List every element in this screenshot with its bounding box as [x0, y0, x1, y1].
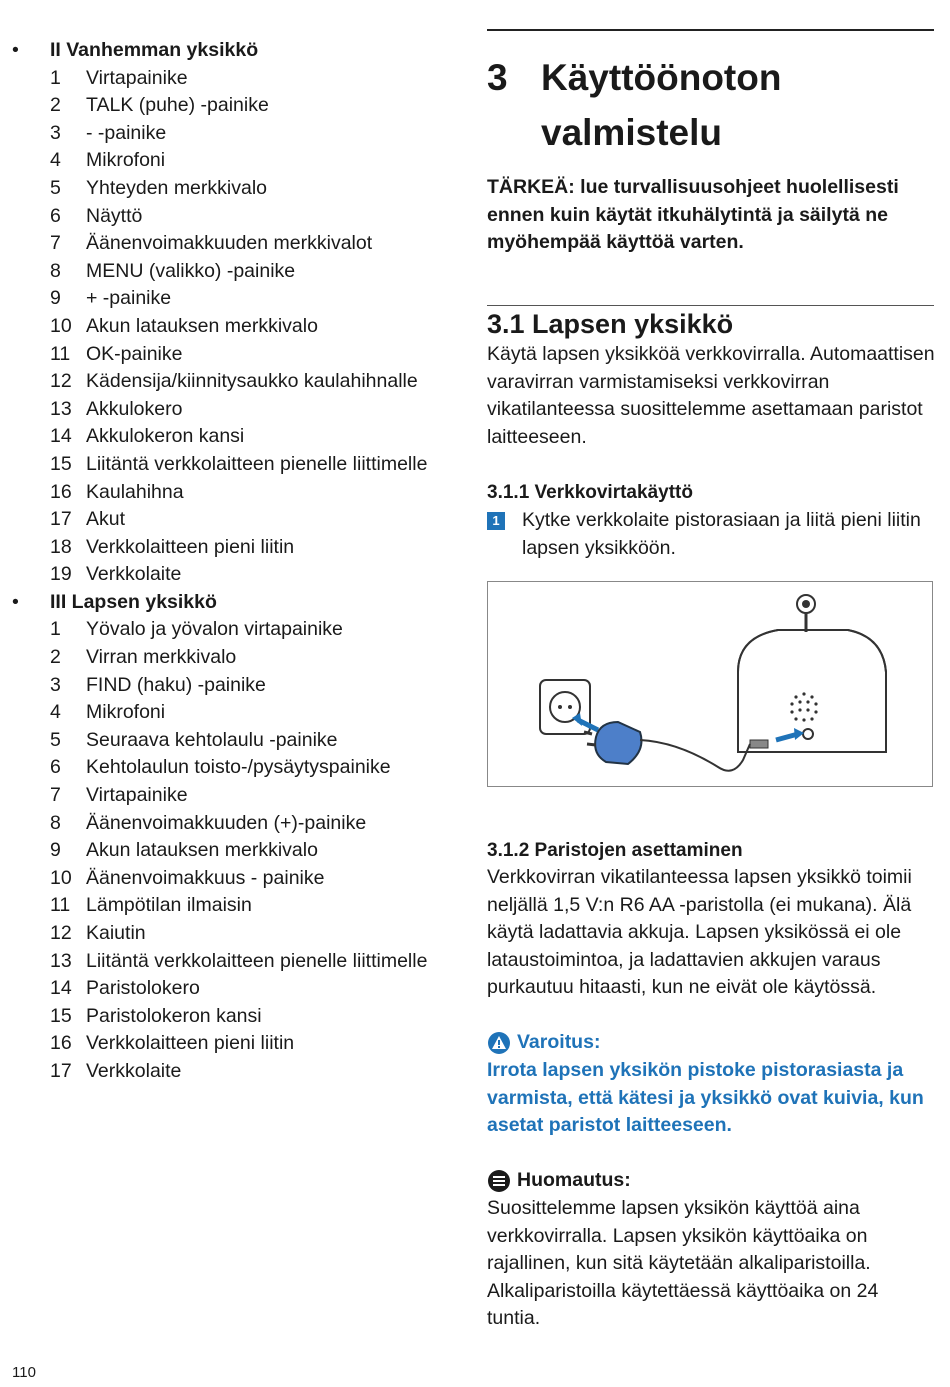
item-number: 1 — [50, 66, 61, 89]
list-item — [12, 396, 462, 424]
important-notice: TÄRKEÄ: lue turvallisuusohjeet huolellisesti ennen kuin käytät itkuhälytintä ja säilytä ne myöhempää käyttöä varten. — [487, 176, 899, 254]
item-label: Akun latauksen merkkivalo — [86, 839, 318, 862]
item-number: 10 — [50, 314, 72, 337]
list-item — [12, 837, 462, 865]
note-title: Huomautus: — [517, 1169, 631, 1191]
item-label: Verkkolaitteen pieni liitin — [86, 1032, 295, 1055]
item-number: 5 — [50, 176, 61, 199]
list-item — [12, 975, 462, 1003]
item-label: - -painike — [86, 121, 167, 144]
list-item — [12, 948, 462, 976]
warning-icon — [487, 1031, 511, 1055]
section-title: II Vanhemman yksikkö — [50, 39, 259, 61]
section-3-1-1-heading: 3.1.1 Verkkovirtakäyttö — [487, 482, 693, 503]
item-label: Mikrofoni — [86, 149, 166, 172]
item-number: 11 — [50, 894, 71, 917]
item-number: 4 — [50, 701, 61, 724]
item-number: 4 — [50, 149, 61, 172]
list-item — [12, 423, 462, 451]
item-number: 9 — [50, 839, 61, 862]
list-item — [12, 644, 462, 672]
item-label: + -painike — [86, 287, 172, 310]
item-number: 6 — [50, 204, 61, 227]
item-number: 17 — [50, 1059, 72, 1082]
list-item — [12, 92, 462, 120]
item-number: 15 — [50, 1004, 72, 1027]
list-item — [12, 699, 462, 727]
page-number: 110 — [12, 1364, 36, 1381]
list-item — [12, 1003, 462, 1031]
item-label: Äänenvoimakkuus - painike — [86, 866, 325, 889]
item-label: Virtapainike — [86, 66, 188, 89]
list-item — [12, 534, 462, 562]
list-item — [12, 203, 462, 231]
list-item — [12, 230, 462, 258]
list-item — [12, 672, 462, 700]
section-parent-unit — [12, 37, 462, 65]
item-label: Lämpötilan ilmaisin — [86, 894, 252, 917]
item-label: FIND (haku) -painike — [86, 673, 266, 696]
section-baby-unit — [12, 589, 462, 617]
list-item — [12, 120, 462, 148]
item-number: 18 — [50, 535, 72, 558]
item-label: Paristolokeron kansi — [86, 1004, 262, 1027]
baby-unit-items — [12, 616, 462, 1085]
item-number: 13 — [50, 949, 72, 972]
section-title: III Lapsen yksikkö — [50, 590, 217, 613]
item-number: 3 — [50, 673, 61, 696]
item-label: Seuraava kehtolaulu -painike — [86, 728, 338, 751]
list-item — [12, 258, 462, 286]
bullet: • — [12, 39, 19, 61]
item-label: OK-painike — [86, 342, 183, 365]
item-label: Yhteyden merkkivalo — [86, 176, 268, 199]
list-item — [12, 506, 462, 534]
list-item — [12, 920, 462, 948]
list-item — [12, 147, 462, 175]
item-label: Mikrofoni — [86, 701, 166, 724]
step-text: Kytke verkkolaite pistorasiaan ja liitä pieni liitin lapsen yksikköön. — [522, 509, 921, 559]
item-number: 16 — [50, 1032, 72, 1055]
list-item — [12, 1030, 462, 1058]
list-item — [12, 561, 462, 589]
list-item — [12, 451, 462, 479]
item-number: 8 — [50, 811, 61, 834]
item-number: 3 — [50, 121, 61, 144]
section-3-1-2-text: Verkkovirran vikatilanteessa lapsen yksikkö toimii neljällä 1,5 V:n R6 AA -paristolla (ei mukana). Älä käytä ladattavia akkuja. Lapsen yksikössä ei ole lataustoimintoa, ja ladattavien akkujen varaus purkautuu hitaasti, kun ne eivät ole käytössä. — [487, 866, 912, 999]
adapter-illustration — [487, 581, 933, 787]
item-label: MENU (valikko) -painike — [86, 259, 296, 282]
item-number: 1 — [50, 618, 61, 641]
list-item — [12, 892, 462, 920]
item-number: 13 — [50, 397, 72, 420]
list-item — [12, 1058, 462, 1086]
item-number: 6 — [50, 756, 61, 779]
item-label: Akkulokero — [86, 397, 183, 420]
list-item — [12, 341, 462, 369]
item-label: Akun latauksen merkkivalo — [86, 314, 318, 337]
chapter-title-line2: valmistelu — [541, 112, 722, 153]
item-number: 19 — [50, 563, 72, 586]
item-label: Äänenvoimakkuuden (+)-painike — [86, 811, 367, 834]
item-number: 11 — [50, 342, 71, 365]
list-item — [12, 313, 462, 341]
item-label: Liitäntä verkkolaitteen pienelle liittimelle — [86, 452, 428, 475]
item-label: Kehtolaulun toisto-/pysäytyspainike — [86, 756, 391, 779]
warning-text: Irrota lapsen yksikön pistoke pistorasiasta ja varmista, että kätesi ja yksikkö ovat kuivia, kun asetat paristot laitteeseen. — [487, 1059, 924, 1137]
item-label: Virtapainike — [86, 784, 188, 807]
illustration-svg — [488, 582, 932, 786]
item-label: Akut — [86, 508, 126, 531]
warning-heading — [487, 1029, 600, 1057]
list-item — [12, 865, 462, 893]
list-item — [12, 285, 462, 313]
item-label: Paristolokero — [86, 977, 200, 1000]
component-list — [12, 37, 462, 1086]
section-3-1-text: Käytä lapsen yksikköä verkkovirralla. Automaattisen varavirran varmistamiseksi verkkovirran vikatilanteessa suosittelemme asettamaan paristot laitteeseen. — [487, 343, 935, 448]
item-label: Verkkolaite — [86, 563, 182, 586]
item-label: Kaiutin — [86, 922, 146, 944]
list-item — [12, 810, 462, 838]
parent-unit-items — [12, 65, 462, 589]
item-number: 5 — [50, 728, 61, 751]
item-number: 17 — [50, 508, 72, 531]
item-number: 10 — [50, 866, 72, 889]
item-number: 9 — [50, 287, 61, 310]
note-text: Suosittelemme lapsen yksikön käyttöä aina verkkovirralla. Lapsen yksikön käyttöaika on rajallinen, kun sitä käytetään alkaliparistoilla. Alkaliparistoilla käytettäessä käyttöaika on 24 tuntia. — [487, 1197, 879, 1330]
list-item — [12, 65, 462, 93]
list-item — [12, 479, 462, 507]
warning-title: Varoitus: — [517, 1031, 601, 1053]
item-label: Yövalo ja yövalon virtapainike — [86, 618, 343, 641]
item-number: 15 — [50, 452, 72, 475]
item-number: 7 — [50, 232, 61, 255]
item-label: Verkkolaite — [86, 1059, 182, 1082]
item-label: Äänenvoimakkuuden merkkivalot — [86, 232, 373, 255]
step-number-badge: 1 — [487, 512, 505, 530]
item-label: Verkkolaitteen pieni liitin — [86, 535, 295, 558]
chapter-heading — [487, 50, 934, 160]
item-number: 12 — [50, 922, 72, 944]
item-label: Akkulokeron kansi — [86, 425, 245, 448]
item-number: 8 — [50, 259, 61, 282]
item-label: Virran merkkivalo — [86, 646, 237, 669]
list-item — [12, 754, 462, 782]
item-number: 12 — [50, 370, 72, 393]
chapter-number: 3 — [487, 57, 508, 98]
item-label: Kädensija/kiinnitysaukko kaulahihnalle — [86, 370, 418, 393]
item-number: 14 — [50, 977, 72, 1000]
item-number: 14 — [50, 425, 72, 448]
bullet: • — [12, 590, 19, 613]
note-icon — [487, 1169, 511, 1193]
item-label: Kaulahihna — [86, 480, 184, 503]
list-item — [12, 175, 462, 203]
item-label: TALK (puhe) -painike — [86, 94, 269, 117]
section-3-1-2-heading: 3.1.2 Paristojen asettaminen — [487, 840, 743, 861]
list-item — [12, 727, 462, 755]
section-3-1-heading: 3.1 Lapsen yksikkö — [487, 309, 734, 339]
top-rule — [487, 29, 934, 31]
item-number: 2 — [50, 94, 61, 117]
list-item — [12, 616, 462, 644]
list-item — [12, 782, 462, 810]
item-number: 2 — [50, 646, 61, 669]
item-label: Liitäntä verkkolaitteen pienelle liittimelle — [86, 949, 428, 972]
item-label: Näyttö — [86, 204, 143, 227]
list-item — [12, 368, 462, 396]
note-heading — [487, 1167, 631, 1195]
item-number: 16 — [50, 480, 72, 503]
step-1 — [487, 507, 937, 562]
chapter-title-line1: Käyttöönoton — [541, 57, 782, 98]
item-number: 7 — [50, 784, 61, 807]
